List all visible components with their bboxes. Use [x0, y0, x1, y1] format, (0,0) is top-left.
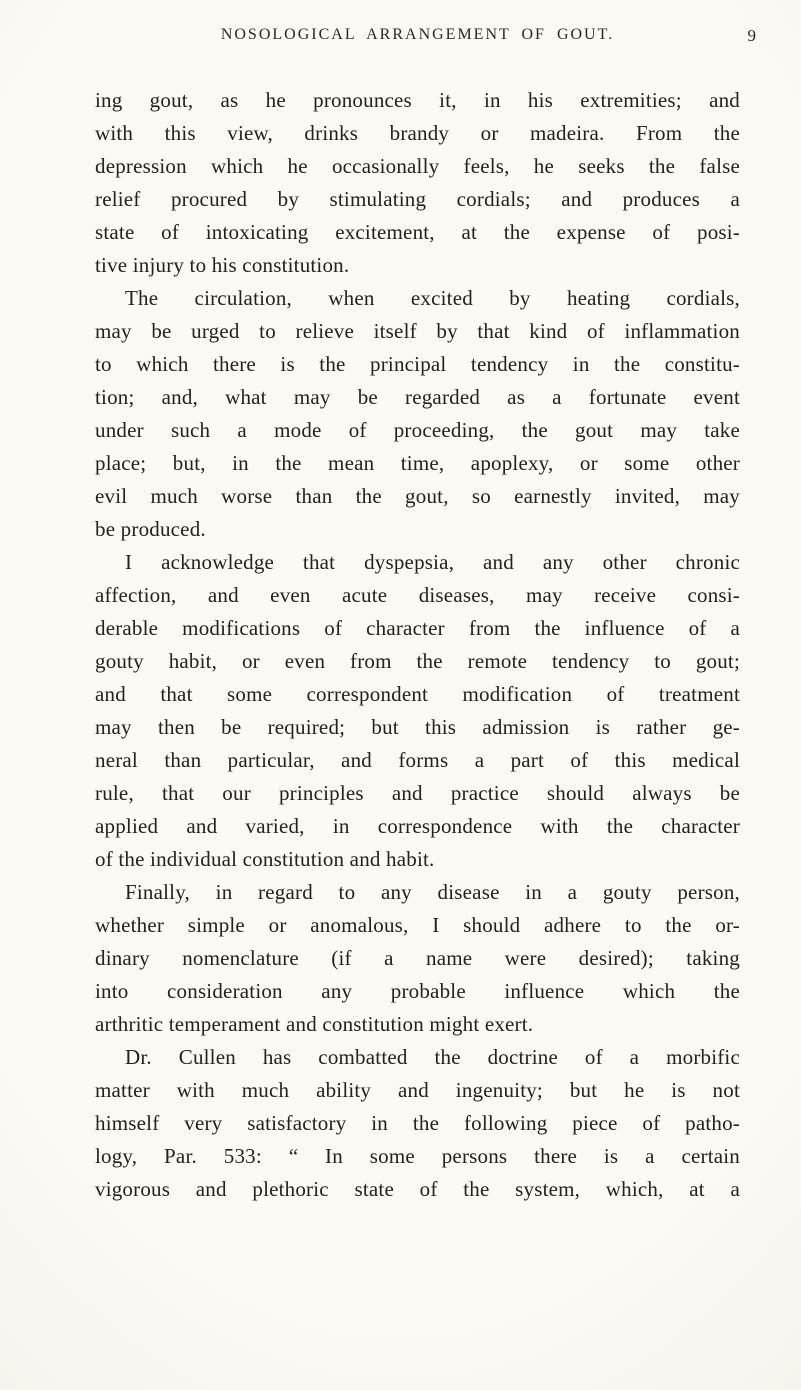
paragraph	[95, 876, 740, 1041]
paragraph	[95, 1041, 740, 1206]
text-line: evil much worse than the gout, so earnestly invited, may	[95, 484, 740, 508]
text-line: arthritic temperament and constitution might exert.	[95, 1012, 534, 1036]
text-line: and that some correspondent modification of treatment	[95, 682, 740, 706]
text-line: applied and varied, in correspondence with the character	[95, 814, 740, 838]
text-line: be produced.	[95, 517, 206, 541]
text-line: state of intoxicating excitement, at the expense of posi-	[95, 220, 740, 244]
text-line: with this view, drinks brandy or madeira. From the	[95, 121, 740, 145]
text-line: matter with much ability and ingenuity; but he is not	[95, 1078, 740, 1102]
text-line: logy, Par. 533: “ In some persons there is a certain	[95, 1144, 740, 1168]
text-line: derable modifications of character from the influence of a	[95, 616, 740, 640]
text-line: rule, that our principles and practice should always be	[95, 781, 740, 805]
text-line: Dr. Cullen has combatted the doctrine of a morbific	[125, 1045, 740, 1069]
text-line: neral than particular, and forms a part of this medical	[95, 748, 740, 772]
paragraph	[95, 546, 740, 876]
text-line: I acknowledge that dyspepsia, and any other chronic	[125, 550, 740, 574]
text-line: The circulation, when excited by heating cordials,	[125, 286, 740, 310]
text-line: vigorous and plethoric state of the system, which, at a	[95, 1177, 740, 1201]
running-title: NOSOLOGICAL ARRANGEMENT OF GOUT.	[220, 26, 615, 43]
text-line: Finally, in regard to any disease in a gouty person,	[125, 880, 740, 904]
text-line: tion; and, what may be regarded as a fortunate event	[95, 385, 740, 409]
text-line: may be urged to relieve itself by that kind of inflammation	[95, 319, 740, 343]
text-line: ing gout, as he pronounces it, in his extremities; and	[95, 88, 740, 112]
book-page	[95, 0, 756, 1206]
text-line: of the individual constitution and habit.	[95, 847, 435, 871]
text-line: depression which he occasionally feels, he seeks the false	[95, 154, 740, 178]
page-body	[95, 84, 740, 1206]
text-line: gouty habit, or even from the remote tendency to gout;	[95, 649, 740, 673]
text-line: into consideration any probable influence which the	[95, 979, 740, 1003]
page-header	[95, 26, 756, 48]
text-line: affection, and even acute diseases, may receive consi-	[95, 583, 740, 607]
text-line: whether simple or anomalous, I should adhere to the or-	[95, 913, 740, 937]
text-line: under such a mode of proceeding, the gout may take	[95, 418, 740, 442]
text-line: may then be required; but this admission is rather ge-	[95, 715, 740, 739]
text-line: place; but, in the mean time, apoplexy, or some other	[95, 451, 740, 475]
text-line: tive injury to his constitution.	[95, 253, 350, 277]
text-line: dinary nomenclature (if a name were desired); taking	[95, 946, 740, 970]
text-line: himself very satisfactory in the following piece of patho-	[95, 1111, 740, 1135]
page-number: 9	[747, 26, 756, 45]
paragraph	[95, 84, 740, 282]
text-line: relief procured by stimulating cordials; and produces a	[95, 187, 740, 211]
paragraph	[95, 282, 740, 546]
text-line: to which there is the principal tendency in the constitu-	[95, 352, 740, 376]
